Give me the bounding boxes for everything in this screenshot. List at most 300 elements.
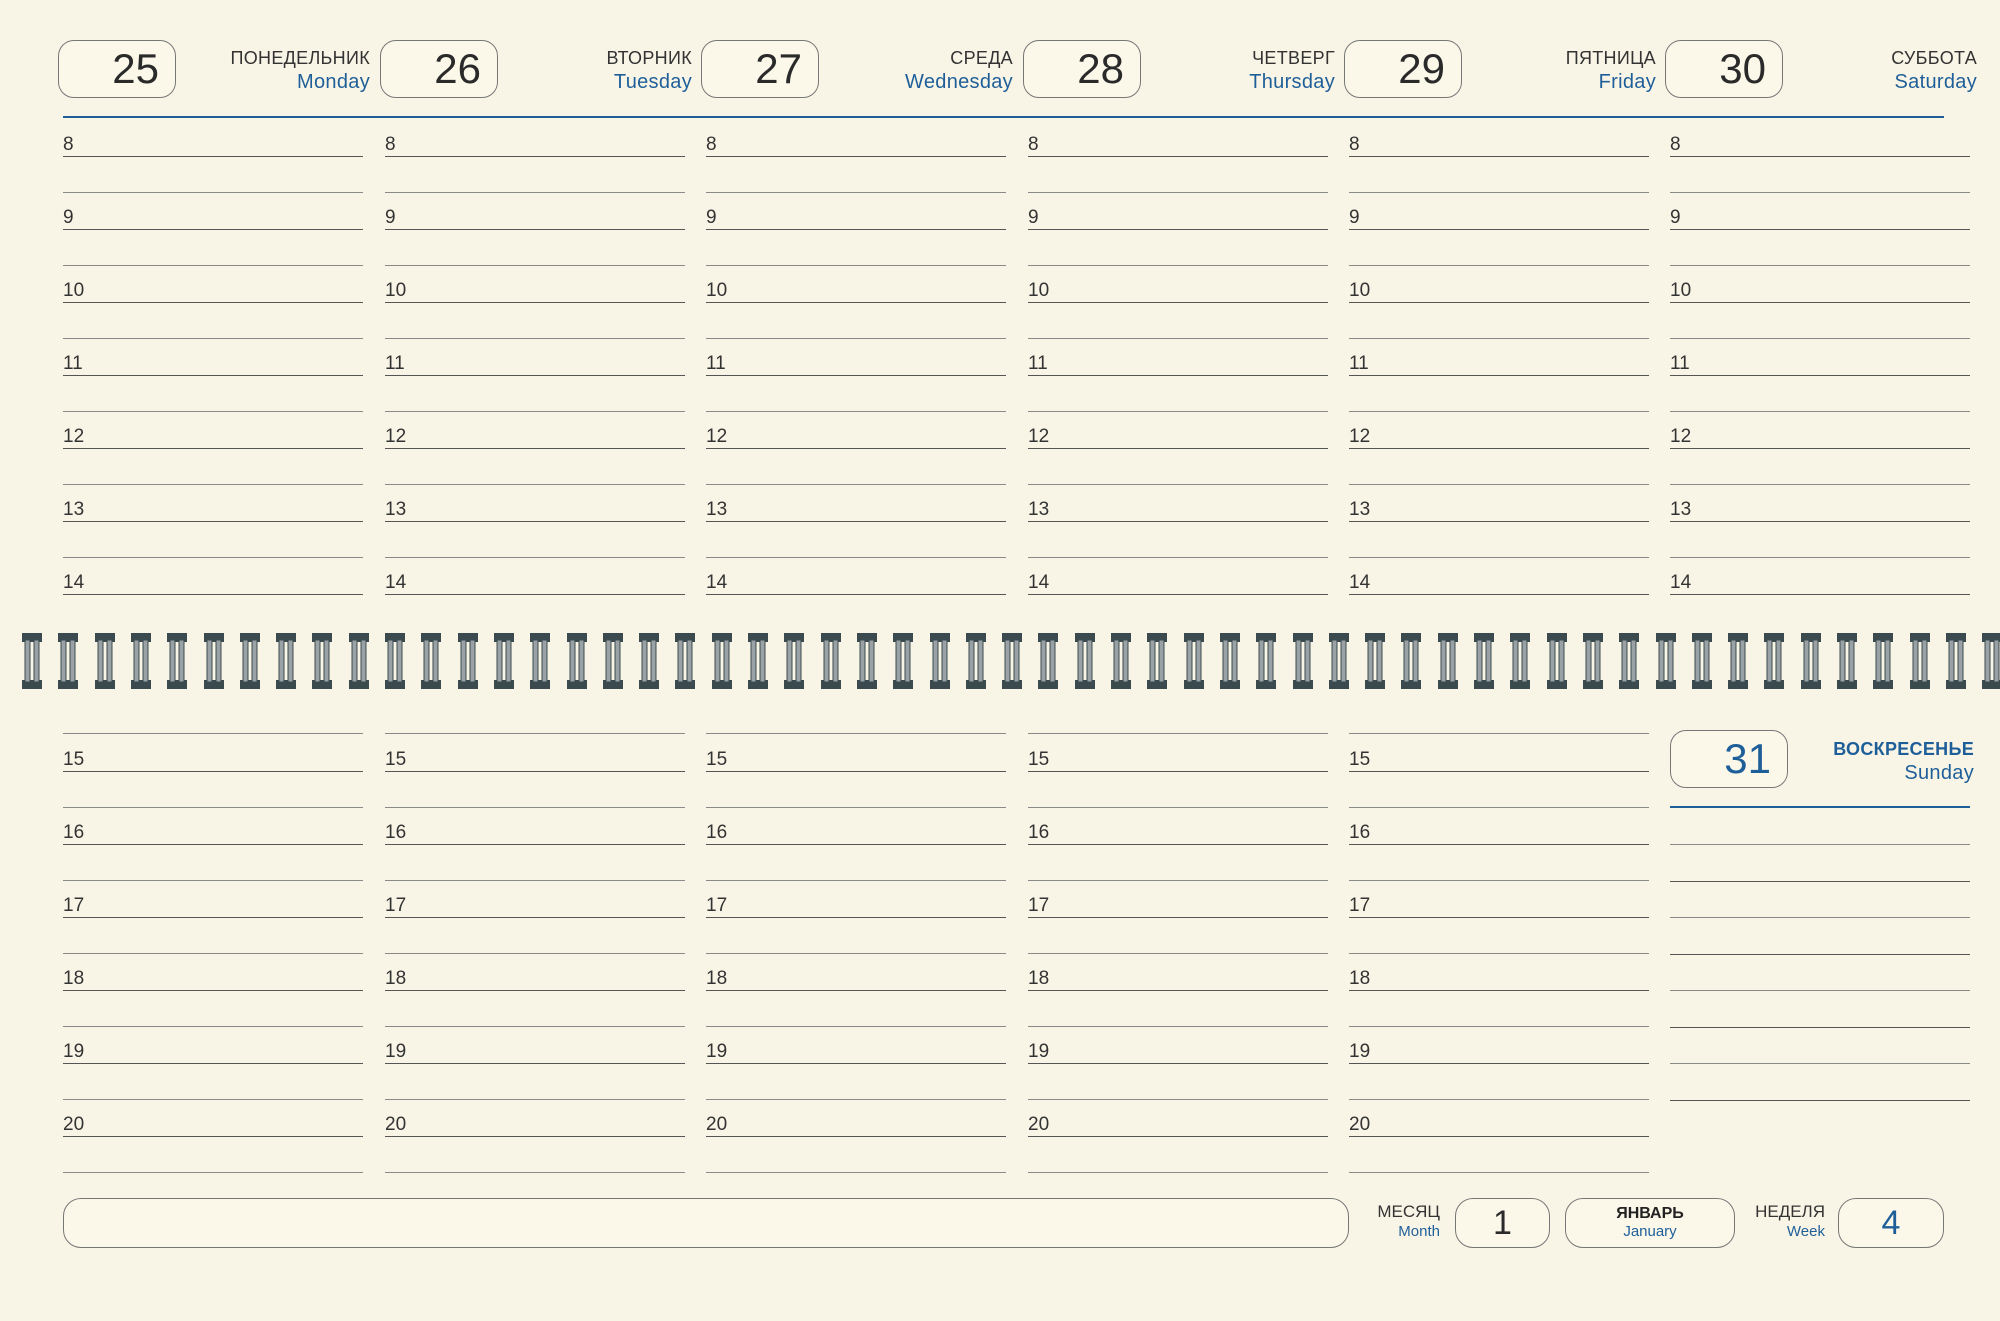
week-label-ru: НЕДЕЛЯ <box>1755 1202 1825 1221</box>
binding-ring-icon <box>95 633 115 689</box>
month-label-ru: МЕСЯЦ <box>1377 1202 1440 1221</box>
half-hour-line[interactable] <box>63 484 363 485</box>
hour-line[interactable] <box>706 448 1006 449</box>
binding-ring-icon <box>421 633 441 689</box>
hour-line[interactable] <box>1028 771 1328 772</box>
half-hour-line[interactable] <box>385 733 685 734</box>
binding-ring-icon <box>1692 633 1712 689</box>
sunday-line[interactable] <box>1670 1063 1970 1064</box>
hour-line[interactable] <box>1028 1063 1328 1064</box>
hour-line[interactable] <box>63 990 363 991</box>
half-hour-line[interactable] <box>706 265 1006 266</box>
hour-line[interactable] <box>1028 917 1328 918</box>
half-hour-line[interactable] <box>63 411 363 412</box>
half-hour-line[interactable] <box>1028 880 1328 881</box>
binding-ring-icon <box>712 633 732 689</box>
half-hour-line[interactable] <box>385 265 685 266</box>
hour-line[interactable] <box>385 990 685 991</box>
hour-label: 10 <box>1349 280 1371 301</box>
binding-ring-icon <box>1184 633 1204 689</box>
sunday-line[interactable] <box>1670 917 1970 918</box>
day-name-en: Monday <box>297 71 370 93</box>
half-hour-line[interactable] <box>385 953 685 954</box>
day-name-en: Thursday <box>1249 71 1335 93</box>
hour-label: 16 <box>706 822 728 843</box>
day-name-ru: ВОСКРЕСЕНЬЕ <box>1833 739 1974 759</box>
hour-label: 18 <box>385 968 407 989</box>
half-hour-line[interactable] <box>706 1099 1006 1100</box>
hour-line[interactable] <box>385 1136 685 1137</box>
binding-ring-icon <box>1293 633 1313 689</box>
binding-ring-icon <box>1656 633 1676 689</box>
half-hour-line[interactable] <box>1028 1099 1328 1100</box>
hour-line[interactable] <box>706 302 1006 303</box>
half-hour-line[interactable] <box>1349 557 1649 558</box>
hour-label: 11 <box>1028 353 1048 374</box>
hour-line[interactable] <box>63 448 363 449</box>
binding-ring-icon <box>1910 633 1930 689</box>
hour-label: 14 <box>385 572 407 593</box>
day-name-wednesday <box>786 46 1013 94</box>
half-hour-line[interactable] <box>63 1172 363 1173</box>
hour-line[interactable] <box>385 1063 685 1064</box>
hour-line[interactable] <box>1349 448 1649 449</box>
hour-line[interactable] <box>1028 990 1328 991</box>
half-hour-line[interactable] <box>706 807 1006 808</box>
hour-line[interactable] <box>1028 156 1328 157</box>
binding-ring-icon <box>821 633 841 689</box>
half-hour-line[interactable] <box>1349 953 1649 954</box>
hour-line[interactable] <box>706 375 1006 376</box>
half-hour-line[interactable] <box>63 953 363 954</box>
hour-label: 14 <box>706 572 728 593</box>
half-hour-line[interactable] <box>63 192 363 193</box>
binding-ring-icon <box>1147 633 1167 689</box>
half-hour-line[interactable] <box>385 557 685 558</box>
binding-ring-icon <box>1220 633 1240 689</box>
month-name-ru: ЯНВАРЬ <box>1616 1205 1684 1222</box>
hour-line[interactable] <box>1670 229 1970 230</box>
month-label-en: Month <box>1398 1223 1440 1240</box>
hour-line[interactable] <box>1670 156 1970 157</box>
hour-label: 8 <box>63 134 74 155</box>
hour-line[interactable] <box>1028 448 1328 449</box>
half-hour-line[interactable] <box>1349 265 1649 266</box>
day-name-thursday <box>1108 46 1335 94</box>
hour-line[interactable] <box>385 448 685 449</box>
hour-label: 11 <box>706 353 726 374</box>
week-label <box>1720 1202 1825 1242</box>
binding-ring-icon <box>1547 633 1567 689</box>
half-hour-line[interactable] <box>1349 1172 1649 1173</box>
hour-line[interactable] <box>1349 594 1649 595</box>
hour-line[interactable] <box>706 1136 1006 1137</box>
half-hour-line[interactable] <box>63 880 363 881</box>
hour-line[interactable] <box>63 156 363 157</box>
hour-label: 15 <box>385 749 407 770</box>
half-hour-line[interactable] <box>1349 192 1649 193</box>
half-hour-line[interactable] <box>1028 338 1328 339</box>
hour-label: 20 <box>385 1114 407 1135</box>
month-number-box <box>1455 1198 1550 1248</box>
hour-line[interactable] <box>63 594 363 595</box>
binding-ring-icon <box>639 633 659 689</box>
binding-ring-icon <box>1982 633 2000 689</box>
hour-label: 11 <box>63 353 83 374</box>
binding-ring-icon <box>131 633 151 689</box>
half-hour-line[interactable] <box>1028 953 1328 954</box>
binding-ring-icon <box>567 633 587 689</box>
hour-label: 12 <box>63 426 85 447</box>
binding-ring-icon <box>312 633 332 689</box>
notes-box[interactable] <box>63 1198 1349 1248</box>
hour-label: 11 <box>385 353 405 374</box>
hour-line[interactable] <box>706 229 1006 230</box>
hour-line[interactable] <box>385 302 685 303</box>
hour-line[interactable] <box>1028 1136 1328 1137</box>
hour-line[interactable] <box>1349 521 1649 522</box>
half-hour-line[interactable] <box>63 1099 363 1100</box>
day-name-friday <box>1429 46 1656 94</box>
half-hour-line[interactable] <box>706 411 1006 412</box>
hour-label: 12 <box>1349 426 1371 447</box>
date-number: 30 <box>1719 45 1766 92</box>
half-hour-line[interactable] <box>706 338 1006 339</box>
hour-line[interactable] <box>1028 302 1328 303</box>
half-hour-line[interactable] <box>706 880 1006 881</box>
half-hour-line[interactable] <box>1028 411 1328 412</box>
hour-label: 14 <box>1028 572 1050 593</box>
hour-label: 15 <box>1349 749 1371 770</box>
hour-line[interactable] <box>1670 375 1970 376</box>
date-number: 29 <box>1398 45 1445 92</box>
hour-line[interactable] <box>1670 521 1970 522</box>
hour-label: 17 <box>63 895 85 916</box>
binding-ring-icon <box>1365 633 1385 689</box>
hour-line[interactable] <box>1349 917 1649 918</box>
hour-label: 8 <box>1349 134 1360 155</box>
day-name-ru: ПОНЕДЕЛЬНИК <box>230 48 370 68</box>
hour-line[interactable] <box>1670 448 1970 449</box>
hour-line[interactable] <box>385 594 685 595</box>
day-name-ru: ВТОРНИК <box>606 48 692 68</box>
hour-line[interactable] <box>706 844 1006 845</box>
hour-label: 18 <box>706 968 728 989</box>
hour-label: 18 <box>63 968 85 989</box>
half-hour-line[interactable] <box>385 484 685 485</box>
hour-label: 17 <box>706 895 728 916</box>
hour-line[interactable] <box>706 771 1006 772</box>
hour-label: 10 <box>1670 280 1692 301</box>
hour-line[interactable] <box>385 229 685 230</box>
binding-ring-icon <box>1946 633 1966 689</box>
binding-ring-icon <box>1038 633 1058 689</box>
hour-line[interactable] <box>1349 302 1649 303</box>
half-hour-line[interactable] <box>63 807 363 808</box>
hour-line[interactable] <box>1349 1136 1649 1137</box>
hour-line[interactable] <box>706 1063 1006 1064</box>
half-hour-line[interactable] <box>706 192 1006 193</box>
hour-label: 15 <box>706 749 728 770</box>
half-hour-line[interactable] <box>1028 1026 1328 1027</box>
hour-label: 10 <box>1028 280 1050 301</box>
hour-line[interactable] <box>1028 375 1328 376</box>
day-name-ru: ПЯТНИЦА <box>1565 48 1656 68</box>
binding-ring-icon <box>1075 633 1095 689</box>
half-hour-line[interactable] <box>1670 265 1970 266</box>
hour-label: 15 <box>63 749 85 770</box>
binding-ring-icon <box>1873 633 1893 689</box>
binding-ring-icon <box>675 633 695 689</box>
half-hour-line[interactable] <box>1670 192 1970 193</box>
hour-line[interactable] <box>63 917 363 918</box>
hour-label: 13 <box>385 499 407 520</box>
half-hour-line[interactable] <box>1028 807 1328 808</box>
binding-ring-icon <box>494 633 514 689</box>
hour-line[interactable] <box>63 521 363 522</box>
half-hour-line[interactable] <box>385 880 685 881</box>
date-number: 28 <box>1077 45 1124 92</box>
binding-ring-icon <box>930 633 950 689</box>
hour-label: 19 <box>1028 1041 1050 1062</box>
hour-line[interactable] <box>1349 229 1649 230</box>
half-hour-line[interactable] <box>706 1172 1006 1173</box>
binding-ring-icon <box>1438 633 1458 689</box>
date-box-sunday <box>1670 730 1788 788</box>
half-hour-line[interactable] <box>385 411 685 412</box>
hour-label: 12 <box>385 426 407 447</box>
sunday-line[interactable] <box>1670 1027 1970 1028</box>
sunday-line[interactable] <box>1670 990 1970 991</box>
hour-line[interactable] <box>706 990 1006 991</box>
hour-label: 9 <box>385 207 396 228</box>
week-label-en: Week <box>1786 1223 1825 1240</box>
hour-line[interactable] <box>1349 1063 1649 1064</box>
hour-label: 19 <box>706 1041 728 1062</box>
hour-label: 20 <box>63 1114 85 1135</box>
half-hour-line[interactable] <box>63 1026 363 1027</box>
hour-label: 19 <box>1349 1041 1371 1062</box>
half-hour-line[interactable] <box>1349 1099 1649 1100</box>
binding-ring-icon <box>748 633 768 689</box>
hour-line[interactable] <box>1670 302 1970 303</box>
date-number: 27 <box>755 45 802 92</box>
hour-label: 8 <box>706 134 717 155</box>
hour-label: 11 <box>1349 353 1369 374</box>
hour-label: 9 <box>706 207 717 228</box>
half-hour-line[interactable] <box>1349 733 1649 734</box>
half-hour-line[interactable] <box>706 1026 1006 1027</box>
half-hour-line[interactable] <box>1349 411 1649 412</box>
hour-label: 17 <box>1028 895 1050 916</box>
binding-ring-icon <box>1401 633 1421 689</box>
sunday-line[interactable] <box>1670 881 1970 882</box>
month-label <box>1340 1202 1440 1242</box>
binding-ring-icon <box>1256 633 1276 689</box>
half-hour-line[interactable] <box>63 557 363 558</box>
half-hour-line[interactable] <box>1028 192 1328 193</box>
binding-ring-icon <box>1510 633 1530 689</box>
hour-line[interactable] <box>63 1136 363 1137</box>
day-name-tuesday <box>465 46 692 94</box>
hour-label: 10 <box>385 280 407 301</box>
hour-label: 10 <box>63 280 85 301</box>
month-name-en: January <box>1623 1223 1677 1240</box>
half-hour-line[interactable] <box>706 557 1006 558</box>
hour-label: 16 <box>385 822 407 843</box>
date-number: 31 <box>1724 735 1771 782</box>
half-hour-line[interactable] <box>385 1099 685 1100</box>
hour-line[interactable] <box>1028 521 1328 522</box>
hour-line[interactable] <box>1028 229 1328 230</box>
binding-ring-icon <box>1837 633 1857 689</box>
hour-label: 20 <box>706 1114 728 1135</box>
hour-line[interactable] <box>1028 594 1328 595</box>
hour-label: 18 <box>1028 968 1050 989</box>
binding-ring-icon <box>1583 633 1603 689</box>
half-hour-line[interactable] <box>1028 1172 1328 1173</box>
binding-ring-icon <box>603 633 623 689</box>
binding-ring-icon <box>1728 633 1748 689</box>
half-hour-line[interactable] <box>1028 733 1328 734</box>
half-hour-line[interactable] <box>1349 1026 1649 1027</box>
half-hour-line[interactable] <box>385 1026 685 1027</box>
half-hour-line[interactable] <box>1028 265 1328 266</box>
day-name-sunday <box>1790 737 1974 785</box>
hour-label: 15 <box>1028 749 1050 770</box>
binding-ring-icon <box>1619 633 1639 689</box>
hour-label: 14 <box>1349 572 1371 593</box>
hour-label: 9 <box>1028 207 1039 228</box>
binding-ring-icon <box>22 633 42 689</box>
day-name-en: Tuesday <box>613 71 692 93</box>
binding-ring-icon <box>58 633 78 689</box>
hour-label: 9 <box>1670 207 1681 228</box>
hour-label: 20 <box>1349 1114 1371 1135</box>
hour-line[interactable] <box>63 1063 363 1064</box>
day-name-ru: ЧЕТВЕРГ <box>1252 48 1335 68</box>
day-name-en: Wednesday <box>905 71 1013 93</box>
hour-line[interactable] <box>385 375 685 376</box>
hour-label: 17 <box>385 895 407 916</box>
hour-line[interactable] <box>385 771 685 772</box>
half-hour-line[interactable] <box>63 338 363 339</box>
binding-ring-icon <box>1801 633 1821 689</box>
sunday-line[interactable] <box>1670 954 1970 955</box>
sunday-line[interactable] <box>1670 844 1970 845</box>
hour-line[interactable] <box>63 844 363 845</box>
hour-label: 8 <box>1028 134 1039 155</box>
week-number: 4 <box>1881 1203 1901 1242</box>
hour-label: 8 <box>385 134 396 155</box>
half-hour-line[interactable] <box>385 1172 685 1173</box>
half-hour-line[interactable] <box>1670 484 1970 485</box>
hour-label: 19 <box>63 1041 85 1062</box>
half-hour-line[interactable] <box>1349 807 1649 808</box>
hour-line[interactable] <box>706 917 1006 918</box>
binding-ring-icon <box>530 633 550 689</box>
binding-ring-icon <box>1111 633 1131 689</box>
hour-label: 9 <box>63 207 74 228</box>
half-hour-line[interactable] <box>1349 484 1649 485</box>
hour-label: 12 <box>1670 426 1692 447</box>
sunday-line[interactable] <box>1670 1100 1970 1101</box>
half-hour-line[interactable] <box>385 192 685 193</box>
hour-line[interactable] <box>1349 844 1649 845</box>
hour-line[interactable] <box>63 229 363 230</box>
half-hour-line[interactable] <box>1028 484 1328 485</box>
hour-line[interactable] <box>385 156 685 157</box>
hour-label: 19 <box>385 1041 407 1062</box>
hour-line[interactable] <box>1349 771 1649 772</box>
hour-label: 13 <box>1349 499 1371 520</box>
hour-label: 16 <box>63 822 85 843</box>
day-name-saturday <box>1750 46 1977 94</box>
binding-ring-icon <box>1002 633 1022 689</box>
week-number-box <box>1838 1198 1944 1248</box>
binding-ring-icon <box>784 633 804 689</box>
month-number: 1 <box>1493 1203 1512 1242</box>
month-name-box <box>1565 1198 1735 1248</box>
half-hour-line[interactable] <box>1670 557 1970 558</box>
half-hour-line[interactable] <box>1670 411 1970 412</box>
day-name-en: Saturday <box>1894 71 1977 93</box>
hour-label: 9 <box>1349 207 1360 228</box>
half-hour-line[interactable] <box>385 338 685 339</box>
hour-label: 20 <box>1028 1114 1050 1135</box>
binding-ring-icon <box>276 633 296 689</box>
hour-line[interactable] <box>385 844 685 845</box>
half-hour-line[interactable] <box>1670 338 1970 339</box>
hour-label: 16 <box>1349 822 1371 843</box>
hour-line[interactable] <box>385 521 685 522</box>
date-number: 26 <box>434 45 481 92</box>
hour-line[interactable] <box>1028 844 1328 845</box>
hour-line[interactable] <box>63 375 363 376</box>
day-name-en: Sunday <box>1904 762 1974 784</box>
day-name-ru: СУББОТА <box>1891 48 1977 68</box>
hour-line[interactable] <box>1670 594 1970 595</box>
hour-label: 13 <box>1028 499 1050 520</box>
half-hour-line[interactable] <box>706 733 1006 734</box>
half-hour-line[interactable] <box>385 807 685 808</box>
hour-line[interactable] <box>1349 375 1649 376</box>
hour-line[interactable] <box>63 302 363 303</box>
hour-line[interactable] <box>706 594 1006 595</box>
hour-line[interactable] <box>1349 990 1649 991</box>
date-number: 25 <box>112 45 159 92</box>
hour-line[interactable] <box>706 156 1006 157</box>
half-hour-line[interactable] <box>706 953 1006 954</box>
half-hour-line[interactable] <box>1349 880 1649 881</box>
hour-line[interactable] <box>1349 156 1649 157</box>
half-hour-line[interactable] <box>1349 338 1649 339</box>
binding-ring-icon <box>1474 633 1494 689</box>
hour-label: 17 <box>1349 895 1371 916</box>
day-name-ru: СРЕДА <box>950 48 1013 68</box>
binding-ring-icon <box>385 633 405 689</box>
sunday-divider <box>1670 806 1970 808</box>
binding-ring-icon <box>1329 633 1349 689</box>
half-hour-line[interactable] <box>63 265 363 266</box>
hour-line[interactable] <box>63 771 363 772</box>
hour-line[interactable] <box>385 917 685 918</box>
half-hour-line[interactable] <box>706 484 1006 485</box>
half-hour-line[interactable] <box>1028 557 1328 558</box>
binding-ring-icon <box>1764 633 1784 689</box>
half-hour-line[interactable] <box>63 733 363 734</box>
hour-line[interactable] <box>706 521 1006 522</box>
